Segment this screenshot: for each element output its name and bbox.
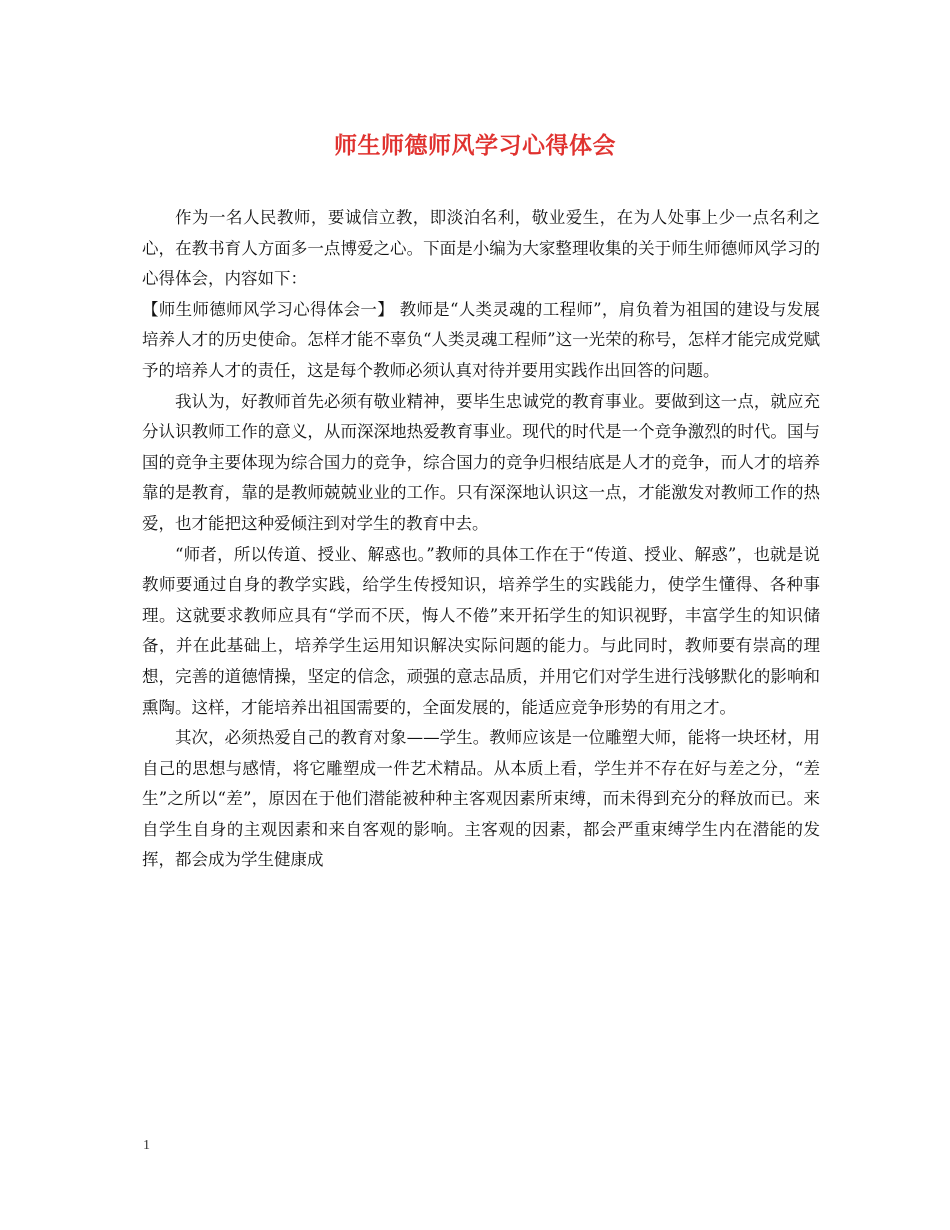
document-body: [142, 203, 820, 876]
intro-paragraph: 作为一名人民教师，要诚信立教，即淡泊名利，敬业爱生，在为人处事上少一点名利之心，在教书育人方面多一点博爱之心。下面是小编为大家整理收集的关于师生师德师风学习的心得体会，内容如下：: [142, 208, 820, 289]
document-title: 师生师德师风学习心得体会: [334, 132, 616, 159]
page-number: 1: [143, 1138, 150, 1153]
body-paragraph-1: 我认为，好教师首先必须有敬业精神，要毕生忠诚党的教育事业。要做到这一点，就应充分认识教师工作的意义，从而深深地热爱教育事业。现代的时代是一个竞争激烈的时代。国与国的竞争主要体现为综合国力的竞争，综合国力的竞争归根结底是人才的竞争，而人才的培养靠的是教育，靠的是教师兢兢业业的工作。只有深深地认识这一点，才能激发对教师工作的热爱，也才能把这种爱倾注到对学生的教育中去。: [142, 391, 820, 533]
body-paragraph-3: 其次，必须热爱自己的教育对象——学生。教师应该是一位雕塑大师，能将一块坯材，用自己的思想与感情，将它雕塑成一件艺术精品。从本质上看，学生并不存在好与差之分，“差生”之所以“差”，原因在于他们潜能被种种主客观因素所束缚，而未得到充分的释放而已。来自学生自身的主观因素和来自客观的影响。主客观的因素，都会严重束缚学生内在潜能的发挥，都会成为学生健康成: [142, 728, 820, 870]
section-heading: 【师生师德师风学习心得体会一】: [142, 299, 395, 319]
section-paragraph: [142, 295, 820, 387]
body-paragraph-2: “师者，所以传道、授业、解惑也。”教师的具体工作在于“传道、授业、解惑”，也就是说教师要通过自身的教学实践，给学生传授知识，培养学生的实践能力，使学生懂得、各种事理。这就要求教师应具有“学而不厌，悔人不倦”来开拓学生的知识视野，丰富学生的知识储备，并在此基础上，培养学生运用知识解决实际问题的能力。与此同时，教师要有崇高的理想，完善的道德情操，坚定的信念，顽强的意志品质，并用它们对学生进行浅够默化的影响和熏陶。这样，才能培养出祖国需要的，全面发展的，能适应竞争形势的有用之才。: [142, 544, 820, 717]
section-first-paragraph: 教师是“人类灵魂的工程师”，肩负着为祖国的建设与发展培养人才的历史使命。怎样才能不辜负“人类灵魂工程师”这一光荣的称号，怎样才能完成党赋予的培养人才的责任，这是每个教师必须认真对待并要用实践作出回答的问题。: [142, 299, 820, 380]
